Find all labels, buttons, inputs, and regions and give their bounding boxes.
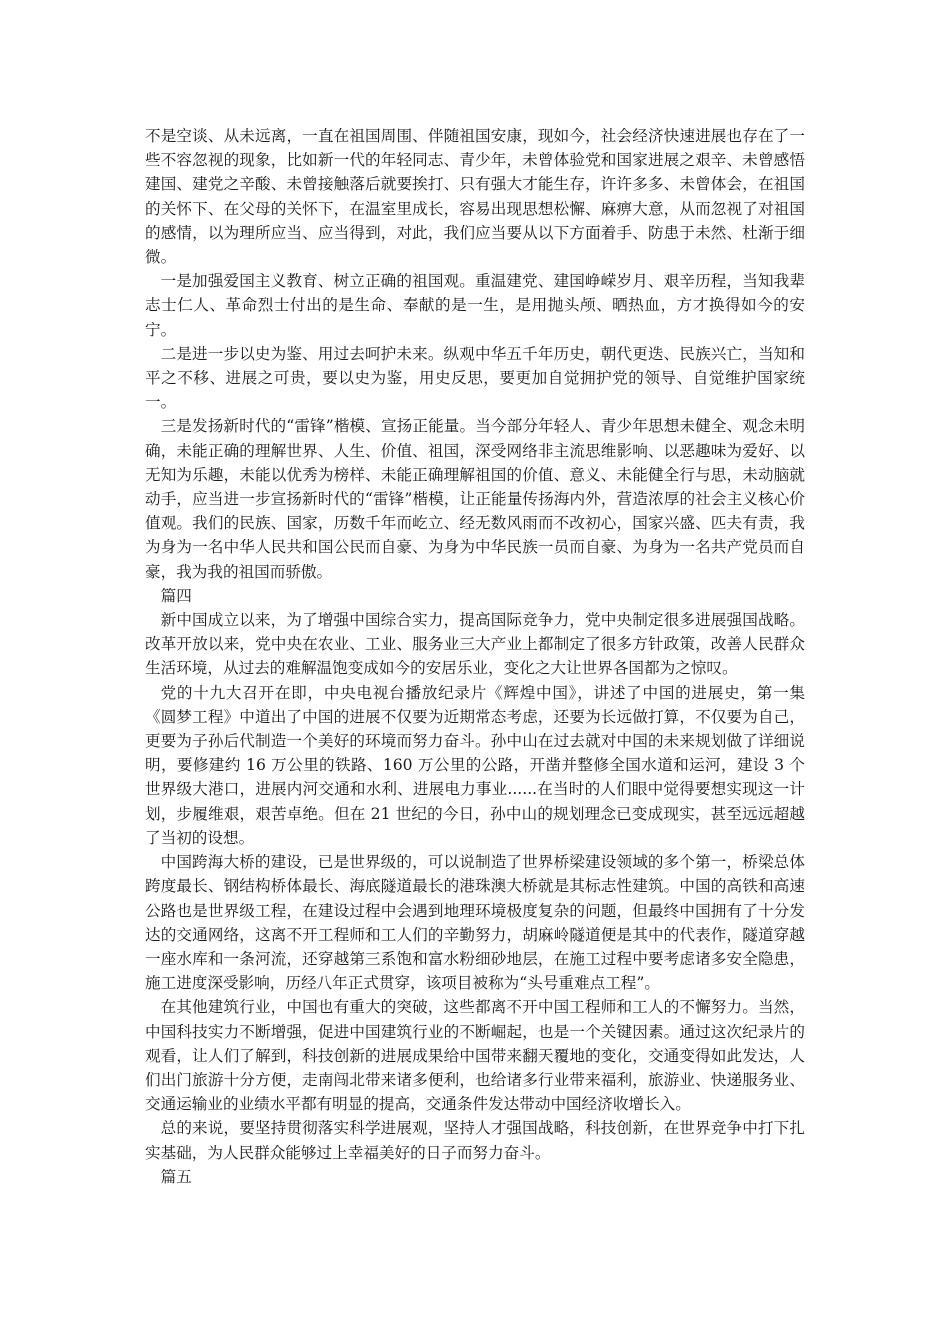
section-heading-part-five: 篇五	[160, 1167, 192, 1186]
paragraph-continuation: 不是空谈、从未远离，一直在祖国周围、伴随祖国安康，现如今，社会经济快速进展也存在了一些不容忽视的现象，比如新一代的年轻同志、青少年，未曾体验党和国家进展之艰辛、未曾感悟建国、建党之辛酸、未曾接触落后就要挨打、只有强大才能生存，许许多多、未曾体会，在祖国的关怀下、在父母的关怀下，在温室里成长，容易出现思想松懈、麻痹大意，从而忽视了对祖国的感情，以为理所应当、应当得到，对此，我们应当要从以下方面着手、防患于未然、杜渐于细微。	[145, 127, 805, 267]
paragraph-point-three: 三是发扬新时代的“雷锋”楷模、宣扬正能量。当今部分年轻人、青少年思想未健全、观念未明确，未能正确的理解世界、人生、价值、祖国，深受网络非主流思维影响、以恶趣味为爱好、以无知为乐趣，未能以优秀为榜样、未能正确理解祖国的价值、意义、未能健全行与思，未动脑就动手，应当进一步宣扬新时代的“雷锋”楷模，让正能量传扬海内外，营造浓厚的社会主义核心价值观。我们的民族、国家，历数千年而屹立、经无数风雨而不改初心，国家兴盛、匹夫有责，我为身为一名中华人民共和国公民而自豪、为身为中华民族一员而自豪、为身为一名共产党员而自豪，我为我的祖国而骄傲。	[145, 417, 805, 581]
document-body	[145, 124, 805, 1189]
paragraph-documentary: 党的十九大召开在即，中央电视台播放纪录片《辉煌中国》，讲述了中国的进展史，第一集《圆梦工程》中道出了中国的进展不仅要为近期常态考虑，还要为长远做打算，不仅要为自己，更要为子孙后代制造一个美好的环境而努力奋斗。孙中山在过去就对中国的未来规划做了详细说明，要修建约 16 万公里的铁路、160 万公里的公路，开凿并整修全国水道和运河，建设 3 个世界级大港口，进展内河交通和水利、进展电力事业......在当时的人们眼中觉得要想实现这一计划，步履维艰，艰苦卓绝。但在 21 世纪的今日，孙中山的规划理念已变成现实，甚至远远超越了当初的设想。	[145, 683, 805, 847]
paragraph-intro: 新中国成立以来，为了增强中国综合实力，提高国际竞争力，党中央制定很多进展强国战略。改革开放以来，党中央在农业、工业、服务业三大产业上都制定了很多方针政策，改善人民群众生活环境，从过去的难解温饱变成如今的安居乐业，变化之大让世界各国都为之惊叹。	[145, 611, 805, 678]
paragraph-point-two: 二是进一步以史为鉴、用过去呵护未来。纵观中华五千年历史，朝代更迭、民族兴亡，当知和平之不移、进展之可贵，要以史为鉴，用史反思，要更加自觉拥护党的领导、自觉维护国家统一。	[145, 344, 805, 412]
paragraph-construction: 在其他建筑行业，中国也有重大的突破，这些都离不开中国工程师和工人的不懈努力。当然，中国科技实力不断增强，促进中国建筑行业的不断崛起，也是一个关键因素。通过这次纪录片的观看，让人们了解到，科技创新的进展成果给中国带来翻天覆地的变化，交通变得如此发达，人们出门旅游十分方便，走南闯北带来诸多便利，也给诸多行业带来福利，旅游业、快递服务业、交通运输业的业绩水平都有明显的提高，交通条件发达带动中国经济收增长入。	[145, 998, 805, 1114]
paragraph-point-one: 一是加强爱国主义教育、树立正确的祖国观。重温建党、建国峥嵘岁月、艰辛历程，当知我辈志士仁人、革命烈士付出的是生命、奉献的是一生，是用抛头颅、晒热血，方才换得如今的安宁。	[145, 272, 805, 339]
paragraph-conclusion: 总的来说，要坚持贯彻落实科学进展观，坚持人才强国战略，科技创新，在世界竞争中打下扎实基础，为人民群众能够过上幸福美好的日子而努力奋斗。	[145, 1119, 805, 1162]
paragraph-bridge: 中国跨海大桥的建设，已是世界级的，可以说制造了世界桥梁建设领域的多个第一，桥梁总体跨度最长、钢结构桥体最长、海底隧道最长的港珠澳大桥就是其标志性建筑。中国的高铁和高速公路也是世界级工程，在建设过程中会遇到地理环境极度复杂的问题，但最终中国拥有了十分发达的交通网络，这离不开工程师和工人们的辛勤努力，胡麻岭隧道便是其中的代表作，隧道穿越一座水库和一条河流，还穿越第三系饱和富水粉细砂地层，在施工过程中要考虑诸多安全隐患，施工进度深受影响，历经八年正式贯穿，该项目被称为“头号重难点工程”。	[145, 853, 805, 993]
section-heading-part-four: 篇四	[160, 586, 192, 605]
